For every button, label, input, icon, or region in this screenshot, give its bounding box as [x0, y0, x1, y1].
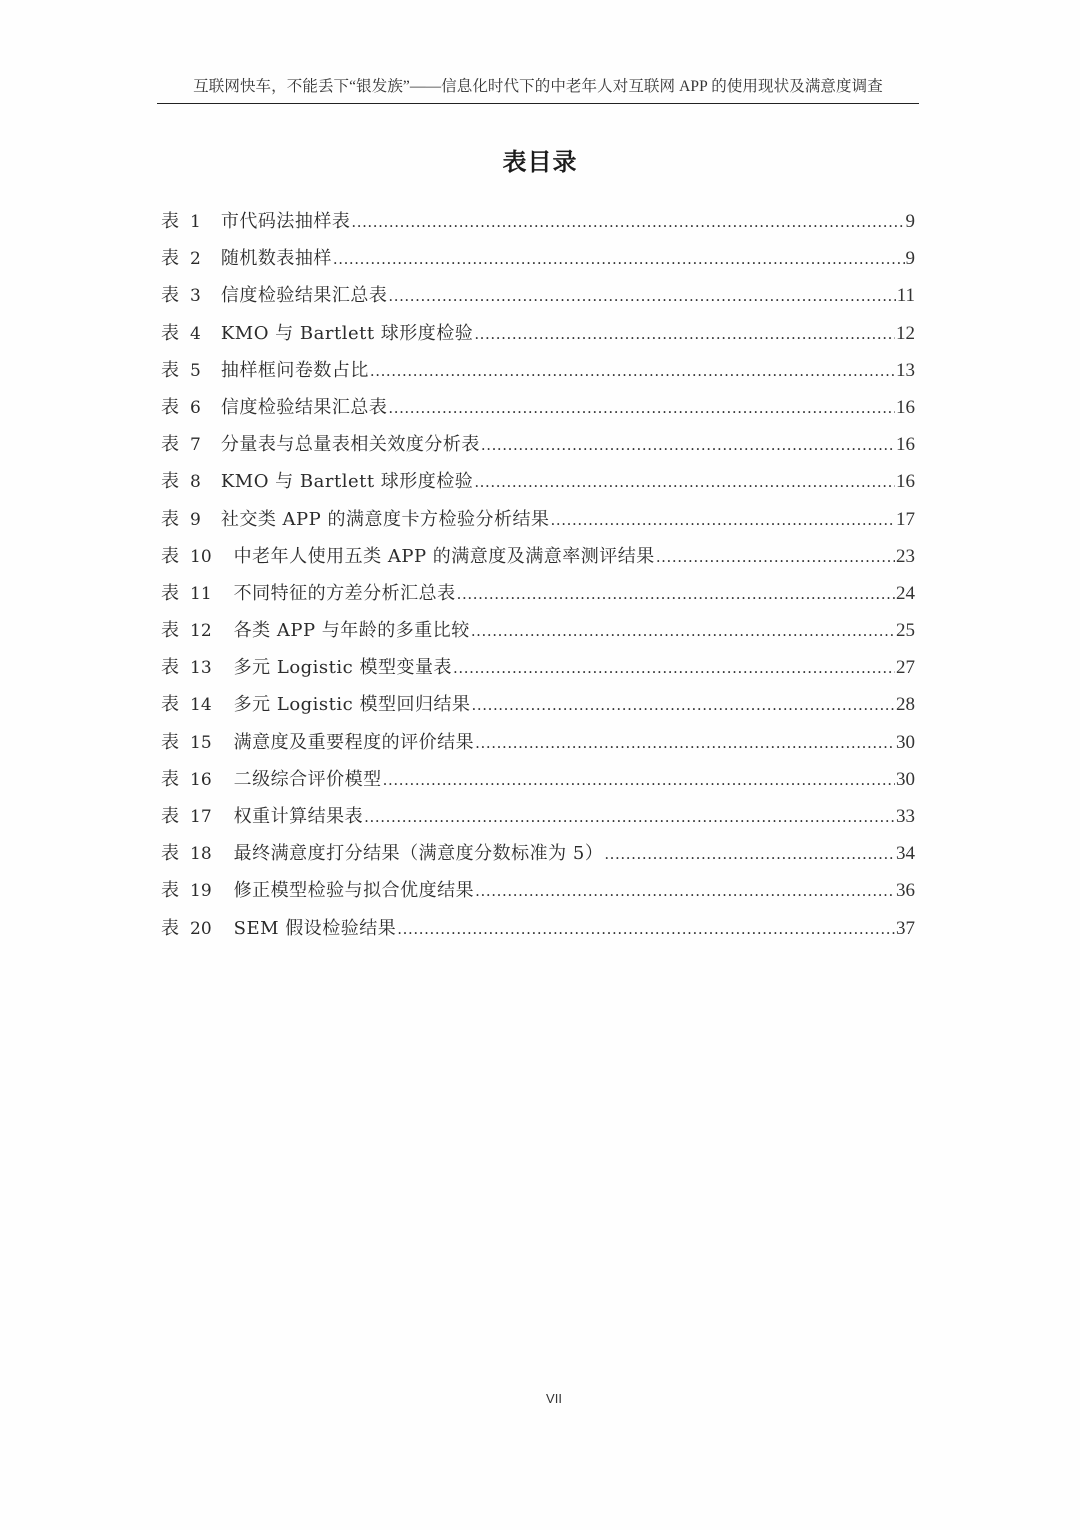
toc-entry-page: 16 [896, 396, 915, 418]
toc-entry-title: 抽样框问卷数占比 [220, 359, 369, 381]
toc-entry-label: 表 [161, 434, 180, 456]
toc-entry-page: 9 [905, 211, 915, 232]
toc-entry-label: 表 [161, 843, 180, 865]
toc-entry-title: 市代码法抽样表 [220, 211, 351, 232]
toc-entry-label: 表 [161, 620, 180, 642]
toc-entry-number: 1 [190, 212, 201, 232]
toc-entry[interactable] [161, 240, 915, 277]
toc-entry-title: 多元 Logistic 模型变量表 [233, 657, 452, 679]
dot-leader [397, 911, 895, 948]
toc-entry-label: 表 [161, 508, 180, 530]
toc-entry[interactable] [161, 575, 915, 612]
toc-entry[interactable] [161, 649, 915, 686]
toc-entry-title: 信度检验结果汇总表 [220, 396, 388, 418]
dot-leader [457, 576, 895, 613]
toc-entry-number: 18 [190, 844, 212, 865]
toc-entry[interactable] [161, 798, 915, 835]
dot-leader [551, 502, 896, 539]
toc-entry-title: 权重计算结果表 [233, 806, 364, 827]
toc-entry-number: 2 [190, 249, 201, 270]
toc-entry-number: 19 [190, 881, 212, 902]
toc-entry-page: 36 [896, 880, 915, 902]
toc-entry[interactable] [161, 835, 915, 872]
toc-entry-number: 9 [190, 509, 201, 530]
toc-entry-page: 37 [896, 917, 915, 939]
toc-entry-number: 6 [190, 397, 201, 418]
toc-entry-label: 表 [161, 471, 180, 493]
toc-entry-number: 3 [190, 286, 201, 307]
toc-entry[interactable] [161, 463, 915, 500]
toc-entry-number: 15 [190, 732, 212, 753]
toc-entry-title: 信度检验结果汇总表 [220, 285, 388, 307]
toc-entry[interactable] [161, 724, 915, 761]
toc-entry-page: 13 [896, 359, 915, 381]
toc-entry-page: 34 [896, 843, 915, 865]
toc-entry-number: 5 [190, 360, 201, 381]
toc-entry-title: 修正模型检验与拟合优度结果 [233, 880, 475, 902]
toc-entry-number: 11 [190, 583, 212, 604]
dot-leader [474, 316, 895, 353]
toc-entry-page: 11 [896, 285, 915, 307]
dot-leader [656, 539, 895, 576]
page-title: 表目录 [502, 148, 578, 176]
toc-entry-title: 分量表与总量表相关效度分析表 [220, 434, 480, 456]
dot-leader [351, 204, 904, 241]
toc-entry-number: 8 [190, 472, 201, 493]
header-rule [157, 103, 919, 104]
running-header: 互联网快车，不能丢下“银发族”——信息化时代下的中老年人对互联网 APP 的使用现状及满意度调查 [193, 78, 883, 95]
toc-entry[interactable] [161, 538, 915, 575]
toc-entry-page: 28 [896, 694, 915, 716]
toc-entry-label: 表 [161, 657, 180, 679]
toc-entry-number: 12 [190, 621, 212, 642]
toc-entry-title: 各类 APP 与年龄的多重比较 [233, 620, 470, 642]
toc-entry-number: 17 [190, 807, 212, 827]
toc-entry-page: 23 [896, 545, 915, 567]
toc-entry-label: 表 [161, 285, 180, 307]
toc-entry-label: 表 [161, 322, 180, 344]
toc-entry[interactable] [161, 315, 915, 352]
toc-entry-page: 16 [896, 471, 915, 493]
toc-entry-number: 16 [190, 769, 212, 790]
toc-entry-page: 9 [905, 248, 915, 270]
toc-entry-title: 社交类 APP 的满意度卡方检验分析结果 [220, 508, 550, 530]
dot-leader [333, 241, 905, 278]
toc-entry-page: 30 [896, 768, 915, 790]
toc-entry-page: 24 [896, 582, 915, 604]
toc-entry-page: 16 [896, 434, 915, 456]
toc-entry-title: 满意度及重要程度的评价结果 [233, 731, 475, 753]
dot-leader [474, 464, 895, 501]
toc-entry-page: 12 [896, 322, 915, 344]
dot-leader [471, 613, 895, 650]
toc-entry[interactable] [161, 686, 915, 723]
table-of-tables [161, 203, 915, 947]
toc-entry-title: SEM 假设检验结果 [233, 917, 397, 939]
toc-entry-title: 随机数表抽样 [220, 248, 332, 270]
toc-entry-title: KMO 与 Bartlett 球形度检验 [220, 471, 474, 493]
dot-leader [481, 427, 895, 464]
dot-leader [475, 873, 895, 910]
toc-entry-label: 表 [161, 396, 180, 418]
toc-entry-number: 13 [190, 658, 212, 679]
toc-entry[interactable] [161, 910, 915, 947]
toc-entry[interactable] [161, 761, 915, 798]
toc-entry[interactable] [161, 501, 915, 538]
dot-leader [364, 799, 895, 836]
toc-entry-title: 中老年人使用五类 APP 的满意度及满意率测评结果 [233, 545, 655, 567]
toc-entry[interactable] [161, 872, 915, 909]
toc-entry[interactable] [161, 389, 915, 426]
dot-leader [383, 762, 895, 799]
toc-entry-number: 14 [190, 695, 212, 716]
toc-entry[interactable] [161, 277, 915, 314]
toc-entry-title: KMO 与 Bartlett 球形度检验 [220, 322, 474, 344]
dot-leader [475, 725, 895, 762]
toc-entry-label: 表 [161, 806, 180, 827]
toc-entry-label: 表 [161, 582, 180, 604]
dot-leader [453, 650, 895, 687]
toc-entry[interactable] [161, 352, 915, 389]
toc-entry-label: 表 [161, 731, 180, 753]
toc-entry-number: 7 [190, 435, 201, 456]
toc-entry[interactable] [161, 203, 915, 240]
toc-entry-label: 表 [161, 917, 180, 939]
toc-entry-label: 表 [161, 248, 180, 270]
toc-entry-label: 表 [161, 545, 180, 567]
toc-entry-page: 33 [896, 806, 915, 827]
toc-entry-number: 20 [190, 918, 212, 939]
dot-leader [604, 836, 895, 873]
toc-entry-page: 25 [896, 620, 915, 642]
toc-entry-page: 27 [896, 657, 915, 679]
toc-entry[interactable] [161, 612, 915, 649]
toc-entry-number: 4 [190, 323, 201, 344]
dot-leader [471, 687, 895, 724]
dot-leader [388, 390, 895, 427]
toc-entry-label: 表 [161, 694, 180, 716]
toc-entry-page: 17 [896, 508, 915, 530]
toc-entry-label: 表 [161, 880, 180, 902]
toc-entry-page: 30 [896, 731, 915, 753]
page-number: VII [546, 1391, 562, 1406]
dot-leader [370, 353, 895, 390]
dot-leader [388, 278, 895, 315]
toc-entry-label: 表 [161, 768, 180, 790]
toc-entry[interactable] [161, 426, 915, 463]
toc-entry-number: 10 [190, 546, 212, 567]
toc-entry-label: 表 [161, 359, 180, 381]
toc-entry-label: 表 [161, 211, 180, 232]
toc-entry-title: 不同特征的方差分析汇总表 [233, 582, 456, 604]
toc-entry-title: 最终满意度打分结果（满意度分数标准为 5） [233, 843, 604, 865]
toc-entry-title: 多元 Logistic 模型回归结果 [233, 694, 471, 716]
toc-entry-title: 二级综合评价模型 [233, 768, 382, 790]
